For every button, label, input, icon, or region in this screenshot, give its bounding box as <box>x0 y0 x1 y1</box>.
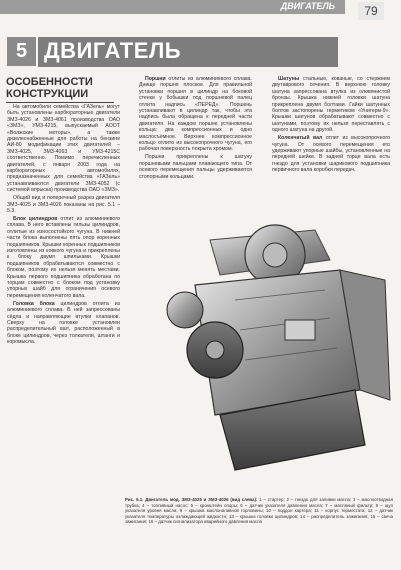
page-header <box>0 0 401 34</box>
section-subheading <box>6 76 118 103</box>
paragraph-body: цилиндров отлита из алюминиевого сплава. В ней запрессованы сёдла и направляющие втулки клапанов. Сверху на головке установлен распределительный вал, расположенный в блоке цилиндров, через толкатели, штанги и коромысла. <box>7 300 120 346</box>
term-lead: Поршни <box>145 76 166 82</box>
term-lead: Блок цилиндров <box>13 215 58 222</box>
paragraph-body: отлит из высокопрочного чугуна. От осевого перемещения его удерживают упорные шайбы, установленные на передней шейке. В задней торце вала есть гнездо для установки шарикового подшипника первичного вала коробки передач. <box>272 135 390 174</box>
paragraph <box>272 135 390 173</box>
paragraph: Общий вид и поперечный разрез двигателя ЗМЗ-4025 и ЗМЗ-4026 показаны на рис. 5.1 – 5.3. <box>7 195 120 214</box>
caption-lead: Рис. 5.1. Двигатель мод. ЗМЗ-4025 и ЗМЗ-4026 (вид слева): <box>125 497 258 502</box>
running-section-title: ДВИГАТЕЛЬ <box>280 1 335 11</box>
page-number: 79 <box>358 2 384 20</box>
chapter-title: ДВИГАТЕЛЬ <box>44 38 182 63</box>
paragraph-body: стальные, кованые, со стержнем двутаврового сечения. В верхнюю головку шатуна запрессована втулка из оловянистой бронзы. Крышка нижней головки шатуна прикреплена двумя болтами. Гайки шатунных болтов застопорены герметиком «Унигерм-9». Крышки шатунов обрабатывают совместно с шатунами, поэтому их нельзя переставлять с одного шатуна на другой. <box>272 76 390 134</box>
engine-illustration <box>125 200 395 490</box>
figure-caption <box>125 497 393 525</box>
subheading-line-2: КОНСТРУКЦИИ <box>6 88 89 100</box>
paragraph <box>139 76 252 153</box>
paragraph: Поршни прикреплены к шатуну поршневыми пальцами плавающего типа. От осевого перемещения пальцы удерживаются стопорными кольцами. <box>139 154 252 180</box>
alternator <box>167 292 203 328</box>
text-column-1 <box>7 104 120 534</box>
caption-body: 1 – стартер; 2 – гнездо для заливки масла; 3 – маслоотводная трубка; 4 – топливный насос; 5 – кронштейн опоры; 6 – датчик указателя давления масла; 7 – масляный фильтр; 8 – щуп указателя уровня масла; 9 – крышка маслоналивной горловины; 10 – поддон картера; 11 – корпус термостата; 12 – датчик указателя температуры охлаждающей жидкости; 13 – крышка головки цилиндров; 14 – распределитель зажигания; 15 – свеча зажигания; 16 – датчик сигнализатора аварийного давления масла <box>125 497 393 525</box>
oil-filter <box>285 320 315 340</box>
paragraph <box>272 76 390 134</box>
term-lead: Коленчатый вал <box>278 135 323 142</box>
paragraph-body: отлит из алюминиевого сплава. В него вставлены гильзы цилиндров, отлитые из износостойкого чугуна. В нижней части блока выполнены пять опор коренных подшипников. Крышки коренных подшипников изготовлены из ковкого чугуна и прикреплены к блоку двумя шпильками. Крышки подшипников обрабатываются совместно с блоком, поэтому их нельзя менять местами. Крышка первого подшипника обработана по торцам совместно с блоком под установку упорных шайб для ограничения осевого перемещения коленчатого вала. <box>7 215 120 299</box>
paragraph-body: отлиты из алюминиевого сплава. Днище поршня плоское. Для правильной установки поршня в цилиндр на боковой стенке у бобышки под поршневой палец отлита надпись «ПЕРЕД». Поршень устанавливают в цилиндр так, чтобы эта надпись была обращена к передней части двигателя. На каждом поршне установлены кольца: два компрессионных и одно маслосъёмное. Верхнее компрессионное кольцо отлито из высокопрочного чугуна, его рабочая поверхность покрыта хромом. <box>139 76 252 153</box>
paragraph <box>7 216 120 299</box>
subheading-rule <box>6 102 114 103</box>
term-lead: Шатуны <box>278 76 300 82</box>
term-lead: Головка блока <box>13 300 55 307</box>
subheading-line-1: ОСОБЕННОСТИ <box>6 76 93 88</box>
paragraph <box>7 301 120 346</box>
paragraph: На автомобили семейства «ГАЗель» могут быть установлены карбюраторные двигатели ЗМЗ-4026 и ЗМЗ-4061 производства ОАО «ЗМЗ», УМЗ-4215, выпускаемый АООТ «Волжские моторы», а также дизелеснабженные для работы на бензине АИ-80 модификации этих двигателей – ЗМЗ-4025, ЗМЗ-4063 и УМЗ-4215С соответственно. Помимо перечисленных двигателей, с января 2003 года на карбюраторных автомобилях, предназначенных для семейства «ГАЗель» устанавливаются двигатели ЗМЗ-4052 (с системой впрыска) производства ОАО «ЗМЗ». <box>7 104 120 194</box>
chapter-number-badge: 5 <box>7 37 36 66</box>
